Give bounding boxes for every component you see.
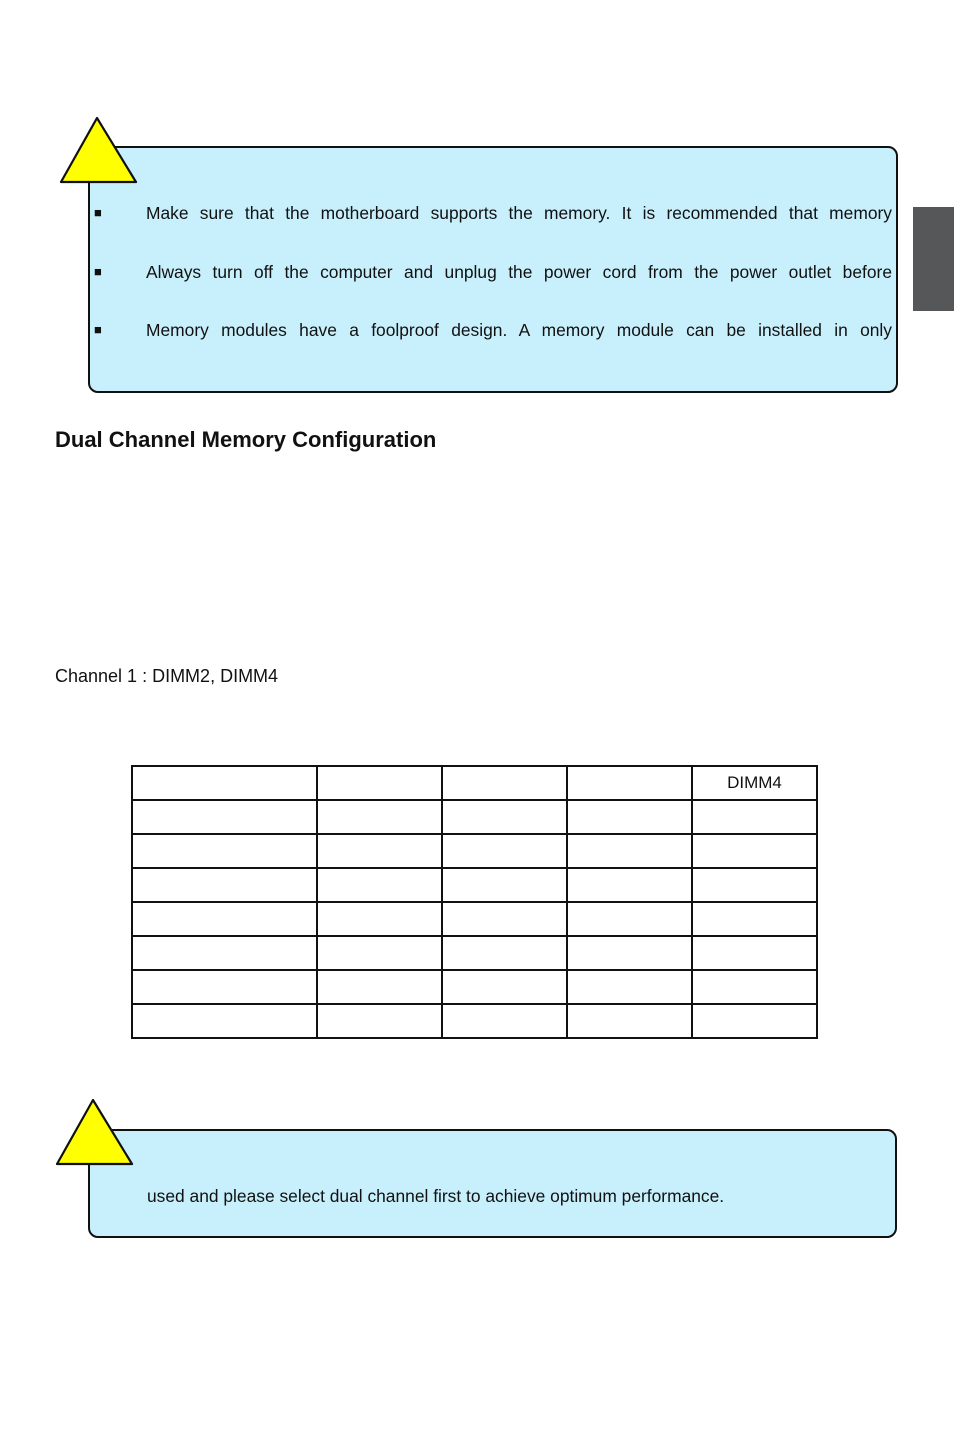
table-header-cell <box>442 766 567 800</box>
table-cell <box>132 800 317 834</box>
table-cell <box>132 834 317 868</box>
warning-note-box <box>88 1129 897 1238</box>
table-cell <box>567 800 692 834</box>
table-row <box>132 902 817 936</box>
table-cell <box>317 868 442 902</box>
table-cell <box>567 868 692 902</box>
table-cell <box>692 1004 817 1038</box>
table-cell <box>442 1004 567 1038</box>
warning-triangle-icon <box>58 115 140 185</box>
table-row <box>132 970 817 1004</box>
channel-1-text: Channel 1 : DIMM2, DIMM4 <box>55 666 279 686</box>
table-header-row <box>132 766 817 800</box>
table-row <box>132 936 817 970</box>
table-row <box>132 1004 817 1038</box>
table-header-cell <box>317 766 442 800</box>
table-header-cell <box>567 766 692 800</box>
table-header-cell: DIMM4 <box>692 766 817 800</box>
warning-bullet-item <box>90 201 896 225</box>
warning-bullet-item <box>90 318 896 342</box>
table-cell <box>317 970 442 1004</box>
table-cell <box>132 1004 317 1038</box>
table-cell <box>567 1004 692 1038</box>
warning-bullet-text: Memory modules have a foolproof design. A memory module can be installed in only <box>146 320 892 340</box>
table-cell <box>567 936 692 970</box>
table-cell <box>567 834 692 868</box>
warning-triangle-icon <box>54 1097 136 1167</box>
table-cell <box>317 834 442 868</box>
table-cell <box>692 902 817 936</box>
section-heading: Dual Channel Memory Configuration <box>55 427 437 452</box>
table-cell <box>132 868 317 902</box>
warning-bullet-text: Make sure that the motherboard supports the memory. It is recommended that memory <box>146 203 892 223</box>
table-cell <box>692 834 817 868</box>
table-cell <box>317 902 442 936</box>
warning-bullet-text: Always turn off the computer and unplug the power cord from the power outlet before <box>146 262 892 282</box>
table-header-cell <box>132 766 317 800</box>
table-cell <box>132 902 317 936</box>
table-cell <box>442 868 567 902</box>
table-cell <box>317 936 442 970</box>
table-row <box>132 834 817 868</box>
warning-bullet-item <box>90 260 896 284</box>
table-cell <box>567 902 692 936</box>
table-cell <box>442 936 567 970</box>
memory-configuration-table <box>131 765 818 1039</box>
bullet-square-icon: ■ <box>94 264 102 279</box>
table-cell <box>567 970 692 1004</box>
warning-note-text: used and please select dual channel first to achieve optimum performance. <box>147 1186 725 1206</box>
table-row <box>132 800 817 834</box>
bullet-square-icon: ■ <box>94 322 102 337</box>
table-cell <box>692 936 817 970</box>
warning-note-box <box>88 146 898 393</box>
table-cell <box>442 800 567 834</box>
table-cell <box>132 970 317 1004</box>
table-cell <box>442 834 567 868</box>
table-cell <box>692 800 817 834</box>
bullet-square-icon: ■ <box>94 205 102 220</box>
table-cell <box>442 970 567 1004</box>
table-cell <box>317 1004 442 1038</box>
table-cell <box>317 800 442 834</box>
table-row <box>132 868 817 902</box>
chapter-side-tab <box>913 207 954 311</box>
table-cell <box>692 868 817 902</box>
table-cell <box>132 936 317 970</box>
table-cell <box>692 970 817 1004</box>
table-cell <box>442 902 567 936</box>
